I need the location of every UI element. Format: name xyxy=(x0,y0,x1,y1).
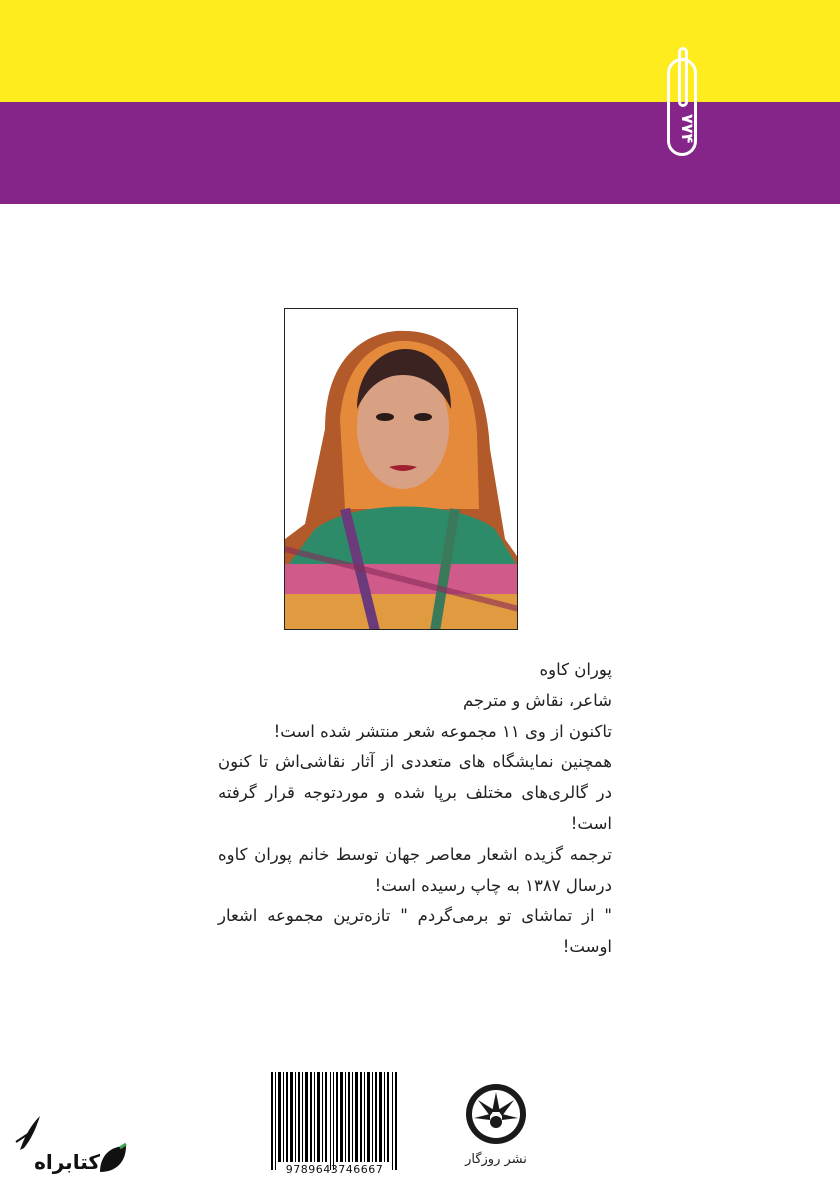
series-number-tag xyxy=(667,58,697,156)
bio-paragraph: تاکنون از وی ۱۱ مجموعه شعر منتشر شده است! xyxy=(273,721,612,741)
author-portrait-image xyxy=(285,309,518,630)
feather-icon xyxy=(10,1112,50,1152)
paperclip-icon xyxy=(678,47,688,107)
author-name: پوران کاوه xyxy=(539,660,612,679)
series-number: ۷۷۴ xyxy=(678,114,697,144)
publisher-block xyxy=(446,1078,546,1188)
ketabrah-logo xyxy=(10,1110,130,1190)
bio-paragraph: " از تماشای تو برمی‌گردم " تازه‌ترین مجموعه اشعار اوست! xyxy=(218,906,612,957)
bio-paragraph: همچنین نمایشگاه های متعددی از آثار نقاشی‌اش تا کنون در گالری‌های مختلف برپا شده و موردتوجه قرار گرفته است! xyxy=(218,752,612,833)
author-portrait xyxy=(284,308,518,630)
publisher-name: نشر روزگار xyxy=(465,1152,527,1167)
author-bio xyxy=(218,655,612,963)
purple-color-band xyxy=(0,102,840,204)
ketabrah-leaf-icon xyxy=(96,1142,130,1176)
ketabrah-wordmark: کتابراه xyxy=(34,1150,100,1174)
top-color-band xyxy=(0,0,840,102)
isbn-number: 9789643746667 xyxy=(285,1163,384,1176)
bio-paragraph: ترجمه گزیده اشعار معاصر جهان توسط خانم پوران کاوه درسال ۱۳۸۷ به چاپ رسیده است! xyxy=(218,844,612,895)
publisher-logo-icon xyxy=(446,1078,546,1150)
author-roles: شاعر، نقاش و مترجم xyxy=(462,690,612,710)
